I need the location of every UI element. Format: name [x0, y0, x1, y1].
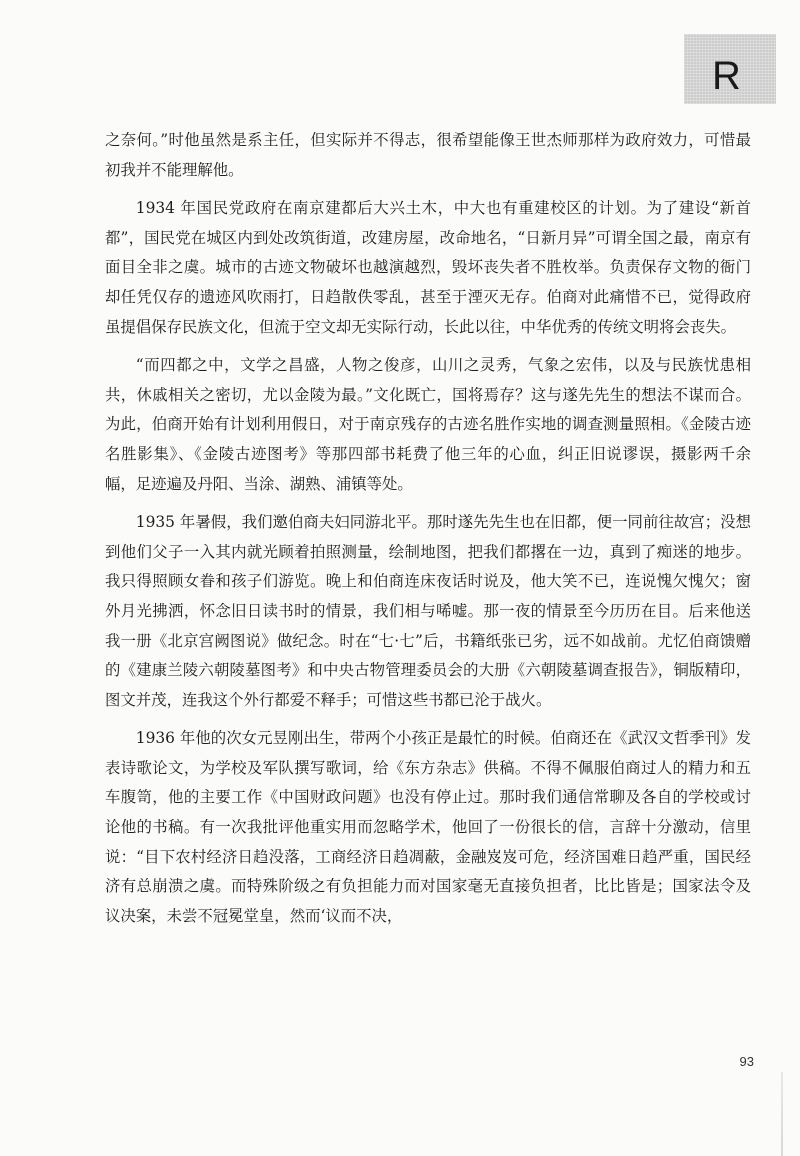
page-number: 93 [739, 1054, 754, 1069]
page-edge-shadow [781, 1072, 783, 1156]
body-text [105, 126, 751, 940]
paragraph: 1935 年暑假，我们邀伯商夫妇同游北平。那时遂先先生也在旧都，便一同前往故宫；没想到他们父子一入其内就光顾着拍照测量，绘制地图，把我们都撂在一边，真到了痴迷的地步。我只得照顾女眷和孩子们游览。晚上和伯商连床夜话时说及，他大笑不已，连说愧欠愧欠；窗外月光拂洒，怀念旧日读书时的情景，我们相与唏嘘。那一夜的情景至今历历在目。后来他送我一册《北京宫阙图说》做纪念。时在“七·七”后，书籍纸张已劣，远不如战前。尤忆伯商馈赠的《建康兰陵六朝陵墓图考》和中央古物管理委员会的大册《六朝陵墓调查报告》，铜版精印，图文并茂，连我这个外行都爱不释手；可惜这些书都已沦于战火。 [105, 513, 751, 709]
paragraph: 1934 年国民党政府在南京建都后大兴土木，中大也有重建校区的计划。为了建设“新首都”，国民党在城区内到处改筑街道，改建房屋，改命地名，“日新月异”可谓全国之最，南京有面目全非之虞。城市的古迹文物破坏也越演越烈，毁坏丧失者不胜枚举。负责保存文物的衙门却任凭仅存的遗迹风吹雨打，日趋散佚零乱，甚至于湮灭无存。伯商对此痛惜不已，觉得政府虽提倡保存民族文化，但流于空文却无实际行动，长此以往，中华优秀的传统文明将会丧失。 [105, 199, 751, 336]
paragraph: 1936 年他的次女元昱刚出生，带两个小孩正是最忙的时候。伯商还在《武汉文哲季刊》发表诗歌论文，为学校及军队撰写歌词，给《东方杂志》供稿。不得不佩服伯商过人的精力和五车腹笥，他的主要工作《中国财政问题》也没有停止过。那时我们通信常聊及各自的学校或讨论他的书稿。有一次我批评他重实用而忽略学术，他回了一份很长的信，言辞十分激动，信里说：“目下农村经济日趋没落，工商经济日趋凋蔽，金融岌岌可危，经济国难日趋严重，国民经济有总崩溃之虞。而特殊阶级之有负担能力而对国家毫无直接负担者，比比皆是；国家法令及议决案，未尝不冠冕堂皇，然而‘议而不决， [105, 729, 751, 925]
section-letter: R [712, 54, 741, 98]
paragraph-continued: 之奈何。”时他虽然是系主任，但实际并不得志，很希望能像王世杰师那样为政府效力，可惜最初我并不能理解他。 [105, 131, 751, 179]
paragraph: “而四都之中，文学之昌盛，人物之俊彦，山川之灵秀，气象之宏伟，以及与民族忧患相共，休戚相关之密切，尤以金陵为最。”文化既亡，国将焉存？这与遂先先生的想法不谋而合。为此，伯商开始有计划利用假日，对于南京残存的古迹名胜作实地的调查测量照相。《金陵古迹名胜影集》、《金陵古迹图考》等那四部书耗费了他三年的心血，纠正旧说谬误，摄影两千余幅，足迹遍及丹阳、当涂、湖熟、浦镇等处。 [105, 356, 751, 493]
